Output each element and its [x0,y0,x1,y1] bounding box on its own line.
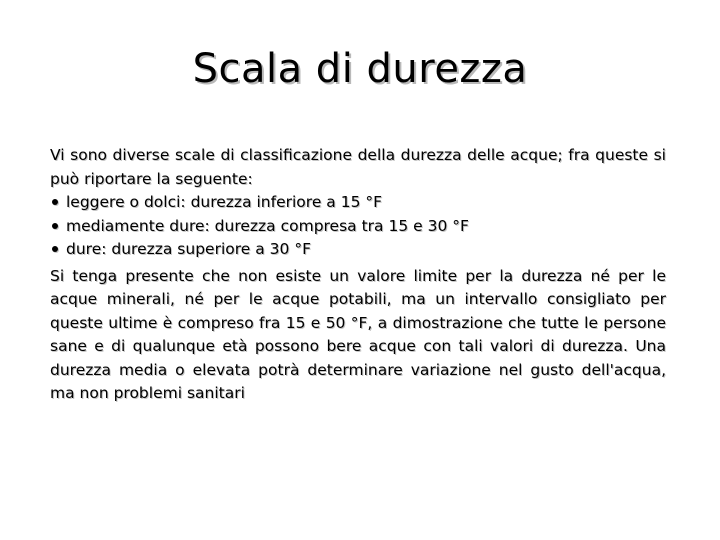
slide-title: Scala di durezza [192,45,528,92]
closing-paragraph: Si tenga presente che non esiste un valore limite per la durezza né per le acque minerali, né per le acque potabili, ma un intervallo consigliato per queste ultime è compreso fra 15 e 50 °F, a dimostrazione che tutte le persone sane e di qualunque età possono bere acque con tali valori di durezza. Una durezza media o elevata potrà determinare variazione nel gusto dell'acqua, ma non problemi sanitari [50,266,666,402]
list-item [50,191,666,215]
bullet-icon [52,199,58,205]
slide-body [50,144,666,406]
list-item [50,215,666,239]
bullet-icon [52,246,58,252]
bullet-icon [52,223,58,229]
list-item [50,238,666,262]
list-item-text: leggere o dolci: durezza inferiore a 15 °F [66,193,383,211]
hardness-scale-list [50,191,666,262]
list-item-text: mediamente dure: durezza compresa tra 15 e 30 °F [66,216,469,235]
intro-paragraph: Vi sono diverse scale di classificazione della durezza delle acque; fra queste si può riportare la seguente: [50,146,666,188]
list-item-text: dure: durezza superiore a 30 °F [66,240,311,258]
